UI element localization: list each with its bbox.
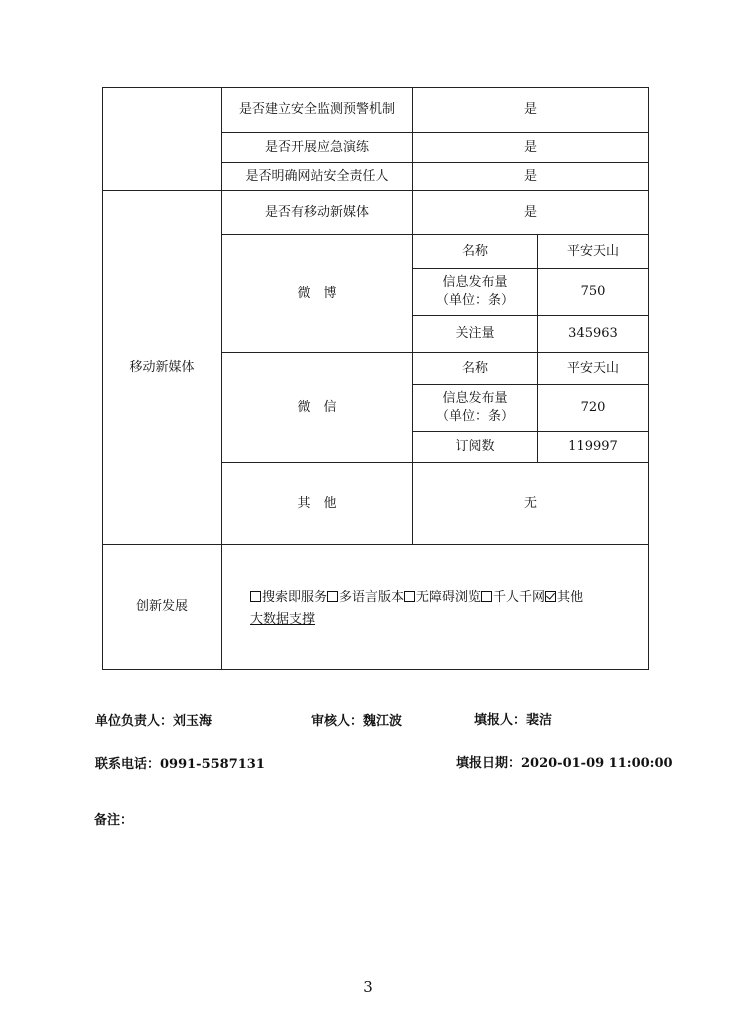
other-media-value: 无: [523, 495, 537, 511]
alert-mechanism-label: 是否建立安全监测预警机制: [238, 102, 395, 117]
site-security-owner-label: 是否明确网站安全责任人: [245, 168, 389, 184]
weibo-count-value: 750: [580, 284, 606, 299]
wechat-name-value: 平安天山: [566, 360, 619, 376]
weibo-label: 微 博: [297, 285, 337, 301]
fill-date: 填报日期：2020-01-09 11:00:00: [456, 756, 673, 771]
remarks: 备注：: [94, 813, 134, 828]
checkbox-icon[interactable]: [327, 591, 338, 602]
wechat-subs-value: 119997: [568, 439, 618, 454]
wechat-count-value: 720: [580, 400, 606, 415]
option-search-as-service[interactable]: 搜索即服务: [250, 590, 327, 605]
checkbox-icon[interactable]: [250, 591, 261, 602]
wechat-label: 微 信: [297, 399, 337, 415]
unit-head: 单位负责人：刘玉海: [95, 714, 213, 729]
wechat-name-label: 名称: [461, 360, 488, 376]
has-mobile-label: 是否有移动新媒体: [264, 204, 369, 220]
other-media-label: 其 他: [297, 495, 337, 511]
emergency-drill-label: 是否开展应急演练: [264, 139, 369, 155]
has-mobile-value: 是: [523, 204, 537, 220]
weibo-followers-value: 345963: [568, 326, 618, 341]
reviewer: 审核人：魏江波: [311, 714, 403, 729]
filler: 填报人：裴洁: [474, 713, 553, 728]
option-other[interactable]: 其他: [545, 590, 583, 605]
wechat-subs-label: 订阅数: [455, 439, 495, 454]
contact-phone: 联系电话：0991-5587131: [95, 757, 265, 772]
checkbox-icon[interactable]: [404, 591, 415, 602]
weibo-count-label: 信息发布量 （单位：条）: [435, 275, 514, 308]
emergency-drill-value: 是: [523, 139, 537, 155]
weibo-name-label: 名称: [461, 243, 488, 259]
innovation-options: [250, 587, 646, 631]
mobile-media-section-label: 移动新媒体: [129, 359, 195, 375]
option-multilingual[interactable]: 多语言版本: [327, 590, 404, 605]
checked-checkbox-icon[interactable]: [545, 591, 556, 602]
alert-mechanism-value: 是: [523, 102, 537, 117]
weibo-name-value: 平安天山: [566, 243, 619, 259]
site-security-owner-value: 是: [523, 168, 537, 184]
weibo-followers-label: 关注量: [455, 326, 495, 341]
other-innovation-text: 大数据支撑: [250, 612, 316, 627]
page-number: 3: [363, 978, 373, 996]
wechat-count-label: 信息发布量 （单位：条）: [435, 391, 514, 424]
option-accessible-browsing[interactable]: 无障碍浏览: [404, 590, 481, 605]
innovation-section-label: 创新发展: [135, 599, 188, 614]
option-personalized-web[interactable]: 千人千网: [481, 590, 545, 605]
checkbox-icon[interactable]: [481, 591, 492, 602]
